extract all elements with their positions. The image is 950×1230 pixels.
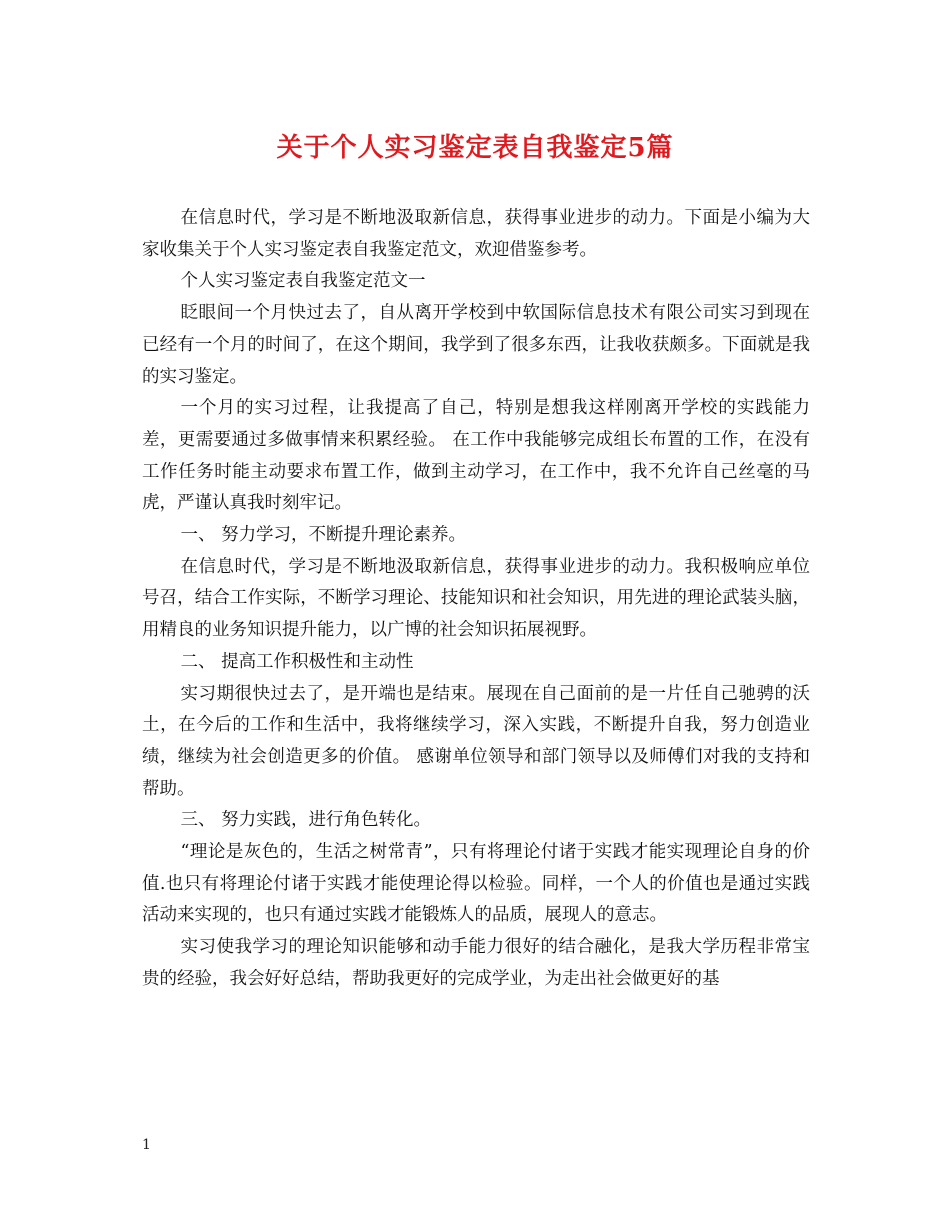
page-number: 1 [142,1137,151,1153]
paragraph: 实习期很快过去了，是开端也是结束。展现在自己面前的是一片任自己驰骋的沃土，在今后的工作和生活中，我将继续学习，深入实践，不断提升自我，努力创造业绩，继续为社会创造更多的价值。 感谢单位领导和部门领导以及师傅们对我的支持和帮助。 [142,683,810,799]
paragraph-intro: 在信息时代，学习是不断地汲取新信息，获得事业进步的动力。下面是小编为大家收集关于个人实习鉴定表自我鉴定范文，欢迎借鉴参考。 [142,208,810,260]
document-title: 关于个人实习鉴定表自我鉴定5篇 [276,133,674,163]
paragraph: 实习使我学习的理论知识能够和动手能力很好的结合融化，是我大学历程非常宝贵的经验，我会好好总结，帮助我更好的完成学业，为走出社会做更好的基 [142,937,810,989]
section-heading-one: 一、 努力学习，不断提升理论素养。 [180,525,467,546]
section-heading-two: 二、 提高工作积极性和主动性 [180,651,414,672]
section-heading-sample-one: 个人实习鉴定表自我鉴定范文一 [180,271,426,292]
document-body [142,203,810,996]
paragraph: 眨眼间一个月快过去了，自从离开学校到中软国际信息技术有限公司实习到现在已经有一个月的时间了，在这个期间，我学到了很多东西，让我收获颇多。下面就是我的实习鉴定。 [142,303,810,387]
paragraph: 一个月的实习过程，让我提高了自己，特别是想我这样刚离开学校的实践能力差，更需要通过多做事情来积累经验。 在工作中我能够完成组长布置的工作，在没有工作任务时能主动要求布置工作，做到主动学习，在工作中，我不允许自己丝毫的马虎，严谨认真我时刻牢记。 [142,398,810,514]
section-heading-three: 三、 努力实践，进行角色转化。 [180,810,432,831]
paragraph: “理论是灰色的，生活之树常青”，只有将理论付诸于实践才能实现理论自身的价值.也只有将理论付诸于实践才能使理论得以检验。同样，一个人的价值也是通过实践活动来实现的，也只有通过实践才能锻炼人的品质，展现人的意志。 [142,842,810,926]
paragraph: 在信息时代，学习是不断地汲取新信息，获得事业进步的动力。我积极响应单位号召，结合工作实际，不断学习理论、技能知识和社会知识，用先进的理论武装头脑，用精良的业务知识提升能力，以广博的社会知识拓展视野。 [142,556,810,641]
